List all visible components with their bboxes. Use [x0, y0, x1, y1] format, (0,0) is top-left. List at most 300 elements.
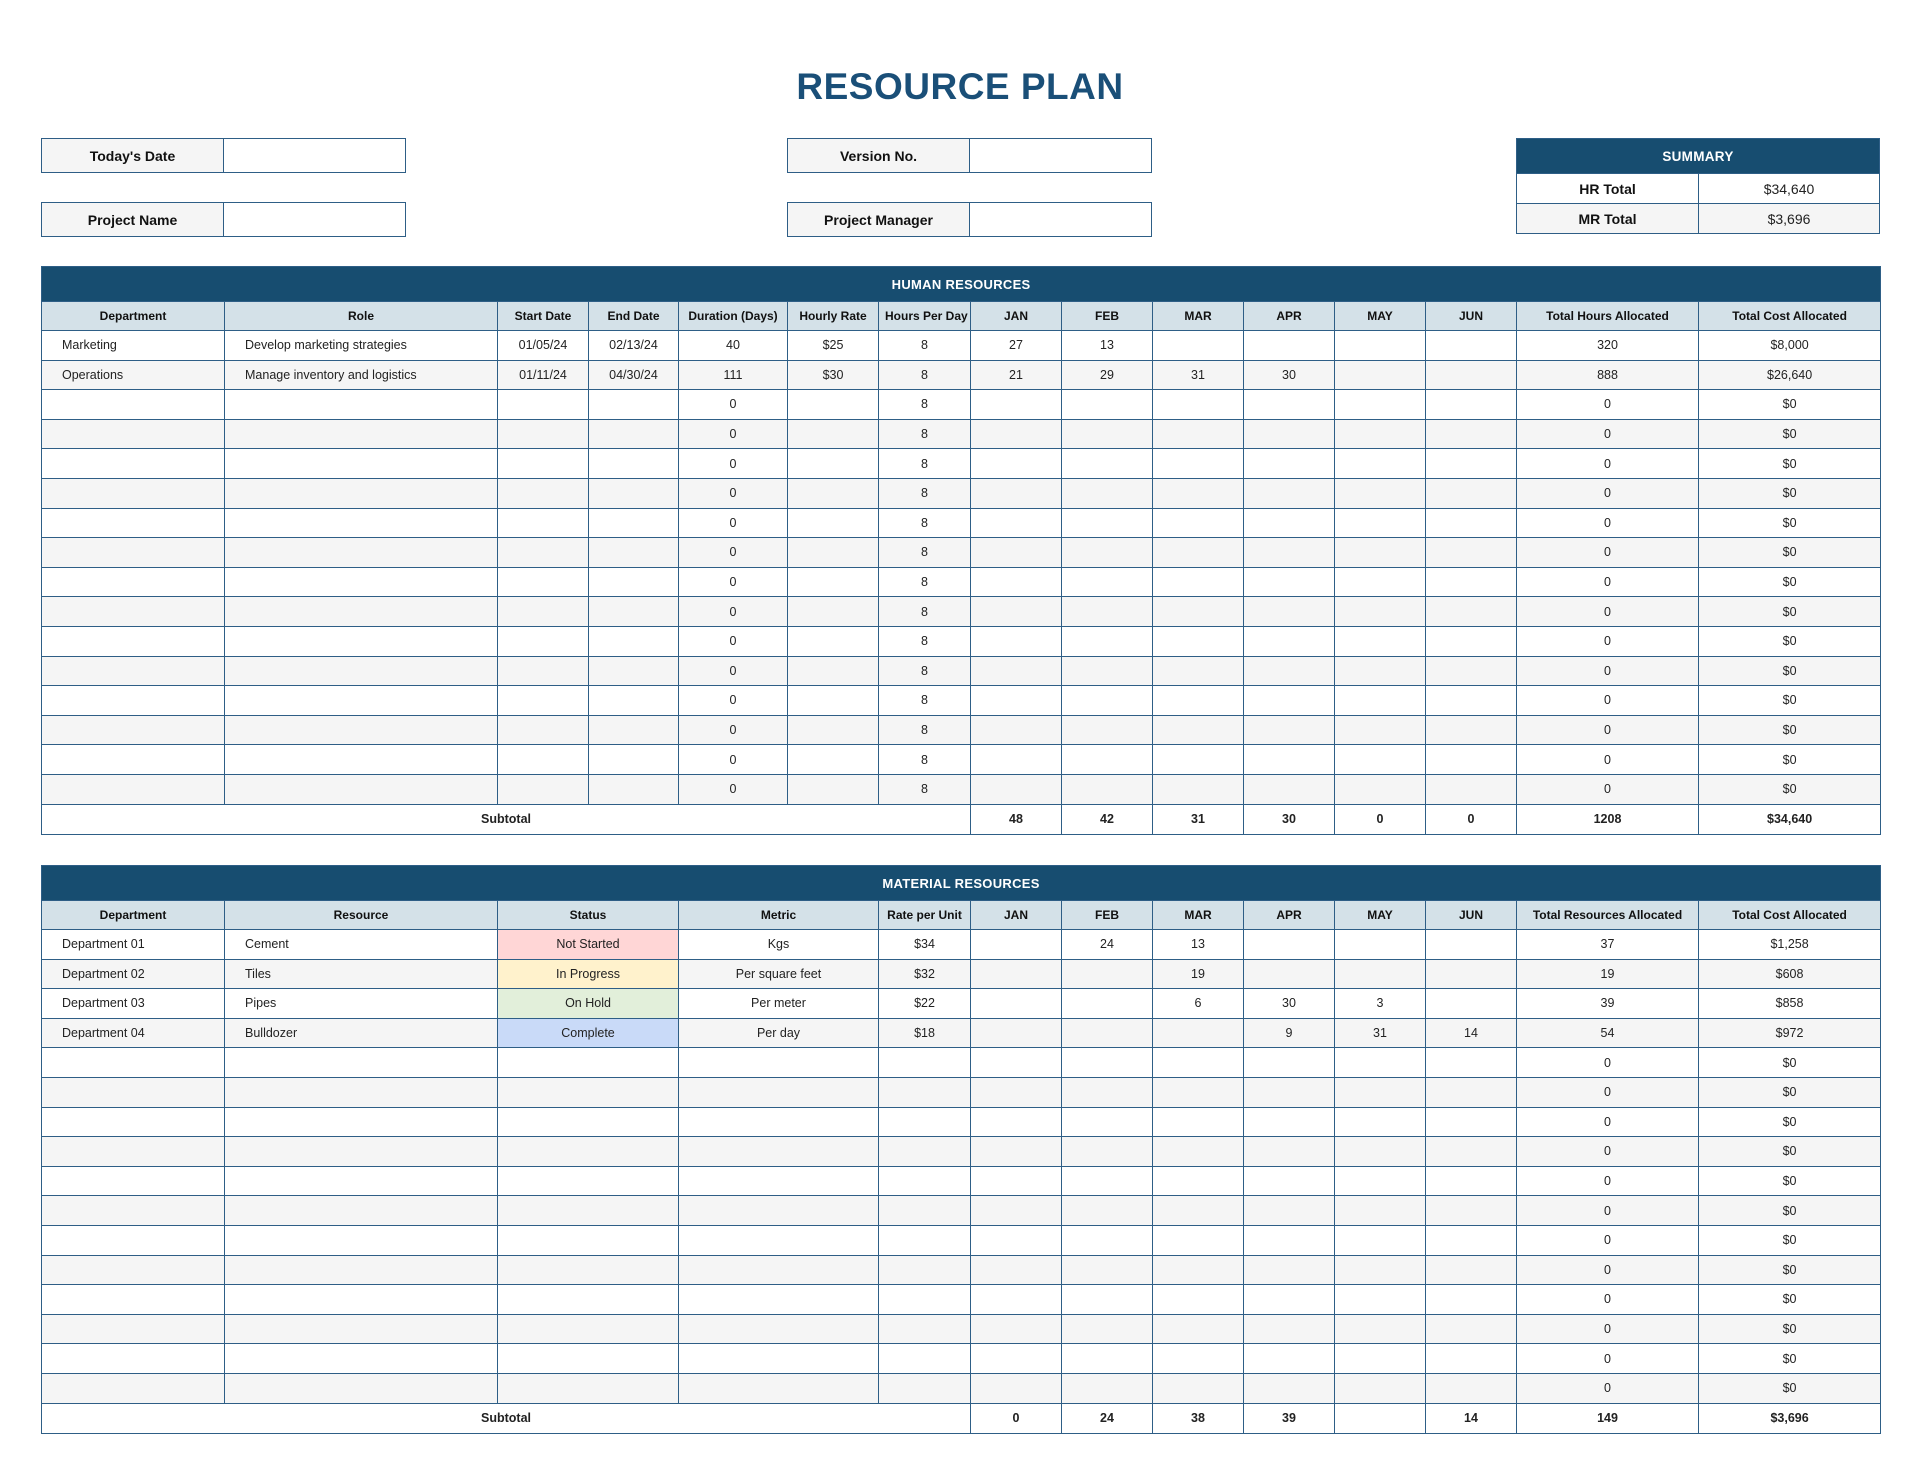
mr-cell-total-cost-allocated[interactable]: $0: [1699, 1285, 1881, 1315]
mr-cell-total-cost-allocated[interactable]: $0: [1699, 1225, 1881, 1255]
mr-cell-jun[interactable]: [1426, 1285, 1517, 1315]
hr-cell-jun[interactable]: [1426, 538, 1517, 568]
mr-cell-total-resources-allocated[interactable]: 0: [1517, 1225, 1699, 1255]
mr-cell-jun[interactable]: [1426, 959, 1517, 989]
hr-cell-mar[interactable]: [1153, 508, 1244, 538]
hr-cell-jan[interactable]: [971, 626, 1062, 656]
mr-cell-department[interactable]: Department 04: [42, 1018, 225, 1048]
mr-cell-jun[interactable]: [1426, 1166, 1517, 1196]
hr-cell-total-cost-allocated[interactable]: $0: [1699, 478, 1881, 508]
hr-cell-total-hours-allocated[interactable]: 0: [1517, 626, 1699, 656]
hr-cell-may[interactable]: [1335, 419, 1426, 449]
hr-cell-hours-per-day[interactable]: 8: [879, 567, 971, 597]
mr-cell-mar[interactable]: [1153, 1137, 1244, 1167]
mr-cell-resource[interactable]: [225, 1255, 498, 1285]
hr-cell-jun[interactable]: [1426, 686, 1517, 716]
mr-cell-apr[interactable]: 30: [1244, 989, 1335, 1019]
hr-cell-hours-per-day[interactable]: 8: [879, 656, 971, 686]
mr-cell-mar[interactable]: [1153, 1344, 1244, 1374]
hr-cell-apr[interactable]: [1244, 449, 1335, 479]
hr-cell-may[interactable]: [1335, 567, 1426, 597]
mr-cell-total-resources-allocated[interactable]: 0: [1517, 1373, 1699, 1403]
mr-cell-metric[interactable]: [679, 1166, 879, 1196]
mr-cell-may[interactable]: 3: [1335, 989, 1426, 1019]
hr-cell-total-hours-allocated[interactable]: 0: [1517, 656, 1699, 686]
mr-cell-feb[interactable]: [1062, 1373, 1153, 1403]
hr-cell-end-date[interactable]: [589, 656, 679, 686]
mr-cell-jun[interactable]: [1426, 1225, 1517, 1255]
hr-cell-start-date[interactable]: [498, 656, 589, 686]
mr-cell-total-cost-allocated[interactable]: $0: [1699, 1314, 1881, 1344]
mr-cell-metric[interactable]: Kgs: [679, 930, 879, 960]
hr-cell-role[interactable]: [225, 626, 498, 656]
hr-cell-jan[interactable]: [971, 597, 1062, 627]
hr-cell-may[interactable]: [1335, 656, 1426, 686]
hr-cell-total-hours-allocated[interactable]: 0: [1517, 478, 1699, 508]
mr-cell-mar[interactable]: [1153, 1048, 1244, 1078]
hr-cell-end-date[interactable]: [589, 449, 679, 479]
hr-cell-jan[interactable]: [971, 390, 1062, 420]
hr-cell-end-date[interactable]: [589, 626, 679, 656]
hr-cell-role[interactable]: [225, 745, 498, 775]
mr-cell-may[interactable]: [1335, 1314, 1426, 1344]
hr-cell-jun[interactable]: [1426, 390, 1517, 420]
hr-cell-start-date[interactable]: [498, 478, 589, 508]
mr-cell-mar[interactable]: 6: [1153, 989, 1244, 1019]
hr-cell-hours-per-day[interactable]: 8: [879, 745, 971, 775]
hr-cell-mar[interactable]: [1153, 597, 1244, 627]
hr-cell-total-cost-allocated[interactable]: $0: [1699, 745, 1881, 775]
mr-cell-status[interactable]: [498, 1166, 679, 1196]
hr-cell-total-hours-allocated[interactable]: 0: [1517, 419, 1699, 449]
mr-total-value[interactable]: $3,696: [1767, 210, 1811, 227]
hr-cell-hourly-rate[interactable]: [788, 686, 879, 716]
hr-cell-department[interactable]: [42, 478, 225, 508]
mr-cell-rate-per-unit[interactable]: $32: [879, 959, 971, 989]
hr-cell-total-cost-allocated[interactable]: $0: [1699, 686, 1881, 716]
hr-cell-total-cost-allocated[interactable]: $0: [1699, 390, 1881, 420]
mr-cell-total-resources-allocated[interactable]: 37: [1517, 930, 1699, 960]
hr-cell-jun[interactable]: [1426, 478, 1517, 508]
mr-cell-total-cost-allocated[interactable]: $0: [1699, 1344, 1881, 1374]
hr-cell-jun[interactable]: [1426, 715, 1517, 745]
mr-cell-feb[interactable]: [1062, 1048, 1153, 1078]
hr-cell-department[interactable]: [42, 419, 225, 449]
hr-cell-total-hours-allocated[interactable]: 0: [1517, 745, 1699, 775]
hr-cell-total-cost-allocated[interactable]: $0: [1699, 656, 1881, 686]
mr-cell-apr[interactable]: [1244, 1314, 1335, 1344]
mr-cell-jan[interactable]: [971, 1107, 1062, 1137]
mr-cell-jan[interactable]: [971, 959, 1062, 989]
hr-cell-may[interactable]: [1335, 449, 1426, 479]
hr-cell-jun[interactable]: [1426, 597, 1517, 627]
mr-cell-metric[interactable]: [679, 1137, 879, 1167]
mr-cell-status[interactable]: [498, 1285, 679, 1315]
hr-cell-duration-days[interactable]: 0: [679, 419, 788, 449]
hr-cell-feb[interactable]: [1062, 656, 1153, 686]
mr-cell-feb[interactable]: [1062, 1107, 1153, 1137]
hr-cell-total-cost-allocated[interactable]: $0: [1699, 567, 1881, 597]
hr-cell-hourly-rate[interactable]: $25: [788, 331, 879, 361]
mr-cell-metric[interactable]: Per meter: [679, 989, 879, 1019]
mr-cell-department[interactable]: [42, 1344, 225, 1374]
hr-cell-duration-days[interactable]: 0: [679, 567, 788, 597]
mr-cell-jan[interactable]: [971, 1077, 1062, 1107]
hr-cell-duration-days[interactable]: 0: [679, 597, 788, 627]
mr-cell-jan[interactable]: [971, 1166, 1062, 1196]
mr-cell-metric[interactable]: [679, 1255, 879, 1285]
mr-cell-jan[interactable]: [971, 1137, 1062, 1167]
hr-cell-role[interactable]: Manage inventory and logistics: [225, 360, 498, 390]
hr-cell-role[interactable]: [225, 449, 498, 479]
mr-cell-status[interactable]: [498, 1107, 679, 1137]
mr-cell-department[interactable]: [42, 1225, 225, 1255]
hr-cell-hours-per-day[interactable]: 8: [879, 597, 971, 627]
hr-cell-start-date[interactable]: 01/05/24: [498, 331, 589, 361]
hr-cell-feb[interactable]: [1062, 508, 1153, 538]
mr-cell-status[interactable]: [498, 1077, 679, 1107]
hr-cell-hourly-rate[interactable]: [788, 567, 879, 597]
mr-cell-rate-per-unit[interactable]: [879, 1048, 971, 1078]
mr-cell-mar[interactable]: [1153, 1107, 1244, 1137]
mr-cell-metric[interactable]: [679, 1048, 879, 1078]
hr-cell-start-date[interactable]: [498, 538, 589, 568]
hr-cell-may[interactable]: [1335, 597, 1426, 627]
mr-cell-may[interactable]: [1335, 1285, 1426, 1315]
mr-cell-resource[interactable]: Bulldozer: [225, 1018, 498, 1048]
hr-cell-apr[interactable]: [1244, 508, 1335, 538]
mr-cell-jan[interactable]: [971, 1285, 1062, 1315]
mr-cell-resource[interactable]: [225, 1166, 498, 1196]
mr-cell-jun[interactable]: [1426, 1373, 1517, 1403]
mr-cell-feb[interactable]: [1062, 1285, 1153, 1315]
mr-cell-jun[interactable]: [1426, 1314, 1517, 1344]
mr-cell-jan[interactable]: [971, 1255, 1062, 1285]
mr-cell-may[interactable]: [1335, 1077, 1426, 1107]
hr-total-value[interactable]: $34,640: [1763, 180, 1815, 197]
hr-cell-department[interactable]: [42, 686, 225, 716]
mr-cell-may[interactable]: [1335, 1196, 1426, 1226]
mr-cell-department[interactable]: Department 01: [42, 930, 225, 960]
hr-cell-jun[interactable]: [1426, 745, 1517, 775]
mr-cell-total-resources-allocated[interactable]: 39: [1517, 989, 1699, 1019]
mr-cell-jan[interactable]: [971, 930, 1062, 960]
hr-cell-feb[interactable]: [1062, 567, 1153, 597]
mr-cell-apr[interactable]: [1244, 1196, 1335, 1226]
hr-cell-jan[interactable]: [971, 419, 1062, 449]
mr-cell-jan[interactable]: [971, 1314, 1062, 1344]
hr-cell-end-date[interactable]: [589, 745, 679, 775]
hr-cell-role[interactable]: Develop marketing strategies: [225, 331, 498, 361]
hr-cell-start-date[interactable]: [498, 419, 589, 449]
mr-cell-may[interactable]: [1335, 930, 1426, 960]
mr-cell-resource[interactable]: [225, 1077, 498, 1107]
hr-cell-duration-days[interactable]: 0: [679, 774, 788, 804]
mr-cell-may[interactable]: [1335, 1225, 1426, 1255]
mr-cell-total-resources-allocated[interactable]: 0: [1517, 1285, 1699, 1315]
hr-cell-start-date[interactable]: [498, 774, 589, 804]
hr-cell-duration-days[interactable]: 0: [679, 626, 788, 656]
mr-cell-apr[interactable]: [1244, 1166, 1335, 1196]
mr-cell-total-cost-allocated[interactable]: $0: [1699, 1137, 1881, 1167]
hr-cell-apr[interactable]: [1244, 715, 1335, 745]
hr-cell-hourly-rate[interactable]: [788, 745, 879, 775]
mr-cell-status[interactable]: [498, 1137, 679, 1167]
hr-cell-end-date[interactable]: [589, 508, 679, 538]
mr-cell-rate-per-unit[interactable]: [879, 1107, 971, 1137]
hr-cell-duration-days[interactable]: 0: [679, 390, 788, 420]
mr-cell-metric[interactable]: [679, 1196, 879, 1226]
hr-cell-end-date[interactable]: 04/30/24: [589, 360, 679, 390]
mr-cell-jun[interactable]: [1426, 989, 1517, 1019]
hr-cell-mar[interactable]: [1153, 538, 1244, 568]
hr-cell-total-cost-allocated[interactable]: $0: [1699, 774, 1881, 804]
status-badge[interactable]: Complete: [498, 1018, 679, 1048]
hr-cell-hourly-rate[interactable]: [788, 449, 879, 479]
mr-cell-metric[interactable]: [679, 1077, 879, 1107]
hr-cell-role[interactable]: [225, 419, 498, 449]
hr-cell-hours-per-day[interactable]: 8: [879, 449, 971, 479]
hr-cell-start-date[interactable]: [498, 686, 589, 716]
hr-cell-duration-days[interactable]: 0: [679, 745, 788, 775]
mr-cell-feb[interactable]: [1062, 1137, 1153, 1167]
hr-cell-department[interactable]: [42, 449, 225, 479]
mr-cell-department[interactable]: [42, 1077, 225, 1107]
hr-cell-feb[interactable]: [1062, 745, 1153, 775]
hr-cell-start-date[interactable]: [498, 715, 589, 745]
mr-cell-jan[interactable]: [971, 1196, 1062, 1226]
mr-cell-jun[interactable]: 14: [1426, 1018, 1517, 1048]
mr-cell-resource[interactable]: [225, 1373, 498, 1403]
hr-cell-role[interactable]: [225, 774, 498, 804]
mr-cell-apr[interactable]: [1244, 1225, 1335, 1255]
status-badge[interactable]: Not Started: [498, 930, 679, 960]
hr-cell-may[interactable]: [1335, 360, 1426, 390]
mr-cell-total-cost-allocated[interactable]: $858: [1699, 989, 1881, 1019]
hr-cell-feb[interactable]: [1062, 419, 1153, 449]
hr-cell-hours-per-day[interactable]: 8: [879, 419, 971, 449]
mr-cell-jun[interactable]: [1426, 1077, 1517, 1107]
mr-cell-department[interactable]: [42, 1166, 225, 1196]
hr-cell-mar[interactable]: [1153, 745, 1244, 775]
hr-cell-total-hours-allocated[interactable]: 0: [1517, 686, 1699, 716]
mr-cell-total-cost-allocated[interactable]: $1,258: [1699, 930, 1881, 960]
mr-cell-status[interactable]: [498, 1196, 679, 1226]
hr-cell-jan[interactable]: 21: [971, 360, 1062, 390]
hr-cell-apr[interactable]: [1244, 390, 1335, 420]
hr-cell-jun[interactable]: [1426, 508, 1517, 538]
hr-cell-jan[interactable]: [971, 686, 1062, 716]
mr-cell-resource[interactable]: [225, 1344, 498, 1374]
mr-cell-apr[interactable]: [1244, 1048, 1335, 1078]
mr-cell-mar[interactable]: 13: [1153, 930, 1244, 960]
mr-cell-rate-per-unit[interactable]: [879, 1314, 971, 1344]
mr-cell-resource[interactable]: [225, 1225, 498, 1255]
mr-cell-feb[interactable]: 24: [1062, 930, 1153, 960]
hr-cell-end-date[interactable]: 02/13/24: [589, 331, 679, 361]
mr-cell-feb[interactable]: [1062, 1077, 1153, 1107]
hr-cell-department[interactable]: [42, 597, 225, 627]
mr-cell-jun[interactable]: [1426, 930, 1517, 960]
mr-cell-rate-per-unit[interactable]: [879, 1373, 971, 1403]
hr-cell-total-hours-allocated[interactable]: 0: [1517, 508, 1699, 538]
hr-cell-jan[interactable]: [971, 538, 1062, 568]
hr-cell-may[interactable]: [1335, 538, 1426, 568]
mr-cell-may[interactable]: 31: [1335, 1018, 1426, 1048]
hr-cell-department[interactable]: [42, 626, 225, 656]
mr-cell-apr[interactable]: 9: [1244, 1018, 1335, 1048]
hr-cell-department[interactable]: Marketing: [42, 331, 225, 361]
mr-cell-total-cost-allocated[interactable]: $0: [1699, 1107, 1881, 1137]
hr-cell-total-cost-allocated[interactable]: $0: [1699, 508, 1881, 538]
hr-cell-start-date[interactable]: 01/11/24: [498, 360, 589, 390]
mr-cell-apr[interactable]: [1244, 959, 1335, 989]
hr-cell-start-date[interactable]: [498, 390, 589, 420]
mr-cell-mar[interactable]: [1153, 1373, 1244, 1403]
mr-cell-department[interactable]: Department 02: [42, 959, 225, 989]
mr-cell-total-resources-allocated[interactable]: 0: [1517, 1137, 1699, 1167]
mr-cell-mar[interactable]: [1153, 1255, 1244, 1285]
hr-cell-mar[interactable]: [1153, 449, 1244, 479]
mr-cell-department[interactable]: [42, 1285, 225, 1315]
hr-cell-feb[interactable]: [1062, 478, 1153, 508]
version-no-input[interactable]: [970, 139, 1151, 172]
mr-cell-total-resources-allocated[interactable]: 0: [1517, 1107, 1699, 1137]
hr-cell-duration-days[interactable]: 0: [679, 538, 788, 568]
mr-cell-jan[interactable]: [971, 1344, 1062, 1374]
hr-cell-end-date[interactable]: [589, 715, 679, 745]
mr-cell-rate-per-unit[interactable]: [879, 1285, 971, 1315]
hr-cell-total-hours-allocated[interactable]: 0: [1517, 567, 1699, 597]
hr-cell-department[interactable]: [42, 567, 225, 597]
hr-cell-may[interactable]: [1335, 715, 1426, 745]
mr-cell-rate-per-unit[interactable]: [879, 1225, 971, 1255]
hr-cell-mar[interactable]: [1153, 478, 1244, 508]
hr-cell-department[interactable]: [42, 715, 225, 745]
mr-cell-total-cost-allocated[interactable]: $0: [1699, 1166, 1881, 1196]
hr-cell-hourly-rate[interactable]: [788, 390, 879, 420]
mr-cell-total-cost-allocated[interactable]: $0: [1699, 1077, 1881, 1107]
mr-cell-may[interactable]: [1335, 1107, 1426, 1137]
hr-cell-mar[interactable]: [1153, 331, 1244, 361]
hr-cell-end-date[interactable]: [589, 478, 679, 508]
mr-cell-jun[interactable]: [1426, 1048, 1517, 1078]
hr-cell-start-date[interactable]: [498, 449, 589, 479]
mr-cell-rate-per-unit[interactable]: [879, 1196, 971, 1226]
hr-cell-end-date[interactable]: [589, 686, 679, 716]
hr-cell-hourly-rate[interactable]: [788, 419, 879, 449]
mr-cell-jan[interactable]: [971, 1225, 1062, 1255]
mr-cell-feb[interactable]: [1062, 1255, 1153, 1285]
hr-cell-may[interactable]: [1335, 508, 1426, 538]
mr-cell-rate-per-unit[interactable]: [879, 1137, 971, 1167]
hr-cell-department[interactable]: [42, 508, 225, 538]
hr-cell-mar[interactable]: [1153, 774, 1244, 804]
hr-cell-may[interactable]: [1335, 478, 1426, 508]
hr-cell-hours-per-day[interactable]: 8: [879, 390, 971, 420]
hr-cell-start-date[interactable]: [498, 508, 589, 538]
hr-cell-mar[interactable]: 31: [1153, 360, 1244, 390]
mr-cell-metric[interactable]: [679, 1107, 879, 1137]
hr-cell-feb[interactable]: [1062, 449, 1153, 479]
hr-cell-department[interactable]: [42, 538, 225, 568]
mr-cell-metric[interactable]: Per square feet: [679, 959, 879, 989]
hr-cell-duration-days[interactable]: 0: [679, 686, 788, 716]
hr-cell-end-date[interactable]: [589, 419, 679, 449]
hr-cell-end-date[interactable]: [589, 567, 679, 597]
mr-cell-may[interactable]: [1335, 1344, 1426, 1374]
hr-cell-jan[interactable]: [971, 774, 1062, 804]
mr-cell-resource[interactable]: [225, 1137, 498, 1167]
mr-cell-department[interactable]: [42, 1048, 225, 1078]
hr-cell-jan[interactable]: [971, 508, 1062, 538]
hr-cell-hourly-rate[interactable]: [788, 774, 879, 804]
hr-cell-apr[interactable]: [1244, 419, 1335, 449]
hr-cell-mar[interactable]: [1153, 567, 1244, 597]
status-badge[interactable]: In Progress: [498, 959, 679, 989]
hr-cell-may[interactable]: [1335, 745, 1426, 775]
hr-cell-total-cost-allocated[interactable]: $0: [1699, 715, 1881, 745]
hr-cell-jun[interactable]: [1426, 419, 1517, 449]
hr-cell-role[interactable]: [225, 656, 498, 686]
mr-cell-status[interactable]: [498, 1344, 679, 1374]
hr-cell-may[interactable]: [1335, 686, 1426, 716]
hr-cell-role[interactable]: [225, 390, 498, 420]
hr-cell-hourly-rate[interactable]: [788, 715, 879, 745]
hr-cell-apr[interactable]: [1244, 745, 1335, 775]
mr-cell-apr[interactable]: [1244, 930, 1335, 960]
hr-cell-jan[interactable]: [971, 449, 1062, 479]
mr-cell-apr[interactable]: [1244, 1285, 1335, 1315]
mr-cell-may[interactable]: [1335, 1137, 1426, 1167]
hr-cell-hours-per-day[interactable]: 8: [879, 331, 971, 361]
hr-cell-total-hours-allocated[interactable]: 888: [1517, 360, 1699, 390]
hr-cell-feb[interactable]: [1062, 597, 1153, 627]
hr-cell-jun[interactable]: [1426, 331, 1517, 361]
mr-cell-rate-per-unit[interactable]: [879, 1077, 971, 1107]
mr-cell-jan[interactable]: [971, 989, 1062, 1019]
hr-cell-apr[interactable]: [1244, 478, 1335, 508]
mr-cell-feb[interactable]: [1062, 989, 1153, 1019]
mr-cell-rate-per-unit[interactable]: [879, 1255, 971, 1285]
hr-cell-hourly-rate[interactable]: [788, 478, 879, 508]
hr-cell-total-hours-allocated[interactable]: 0: [1517, 774, 1699, 804]
hr-cell-mar[interactable]: [1153, 715, 1244, 745]
hr-cell-hourly-rate[interactable]: $30: [788, 360, 879, 390]
hr-cell-jun[interactable]: [1426, 449, 1517, 479]
hr-cell-hours-per-day[interactable]: 8: [879, 538, 971, 568]
hr-cell-total-cost-allocated[interactable]: $8,000: [1699, 331, 1881, 361]
hr-cell-jan[interactable]: [971, 745, 1062, 775]
hr-cell-hourly-rate[interactable]: [788, 626, 879, 656]
project-manager-input[interactable]: [970, 203, 1151, 236]
hr-cell-role[interactable]: [225, 686, 498, 716]
hr-cell-total-cost-allocated[interactable]: $0: [1699, 449, 1881, 479]
hr-cell-duration-days[interactable]: 40: [679, 331, 788, 361]
mr-cell-department[interactable]: [42, 1373, 225, 1403]
hr-cell-mar[interactable]: [1153, 656, 1244, 686]
mr-cell-mar[interactable]: [1153, 1166, 1244, 1196]
mr-cell-jun[interactable]: [1426, 1107, 1517, 1137]
mr-cell-metric[interactable]: [679, 1344, 879, 1374]
mr-cell-metric[interactable]: [679, 1373, 879, 1403]
hr-cell-start-date[interactable]: [498, 626, 589, 656]
hr-cell-end-date[interactable]: [589, 390, 679, 420]
hr-cell-apr[interactable]: [1244, 626, 1335, 656]
hr-cell-mar[interactable]: [1153, 686, 1244, 716]
hr-cell-hours-per-day[interactable]: 8: [879, 360, 971, 390]
hr-cell-role[interactable]: [225, 478, 498, 508]
